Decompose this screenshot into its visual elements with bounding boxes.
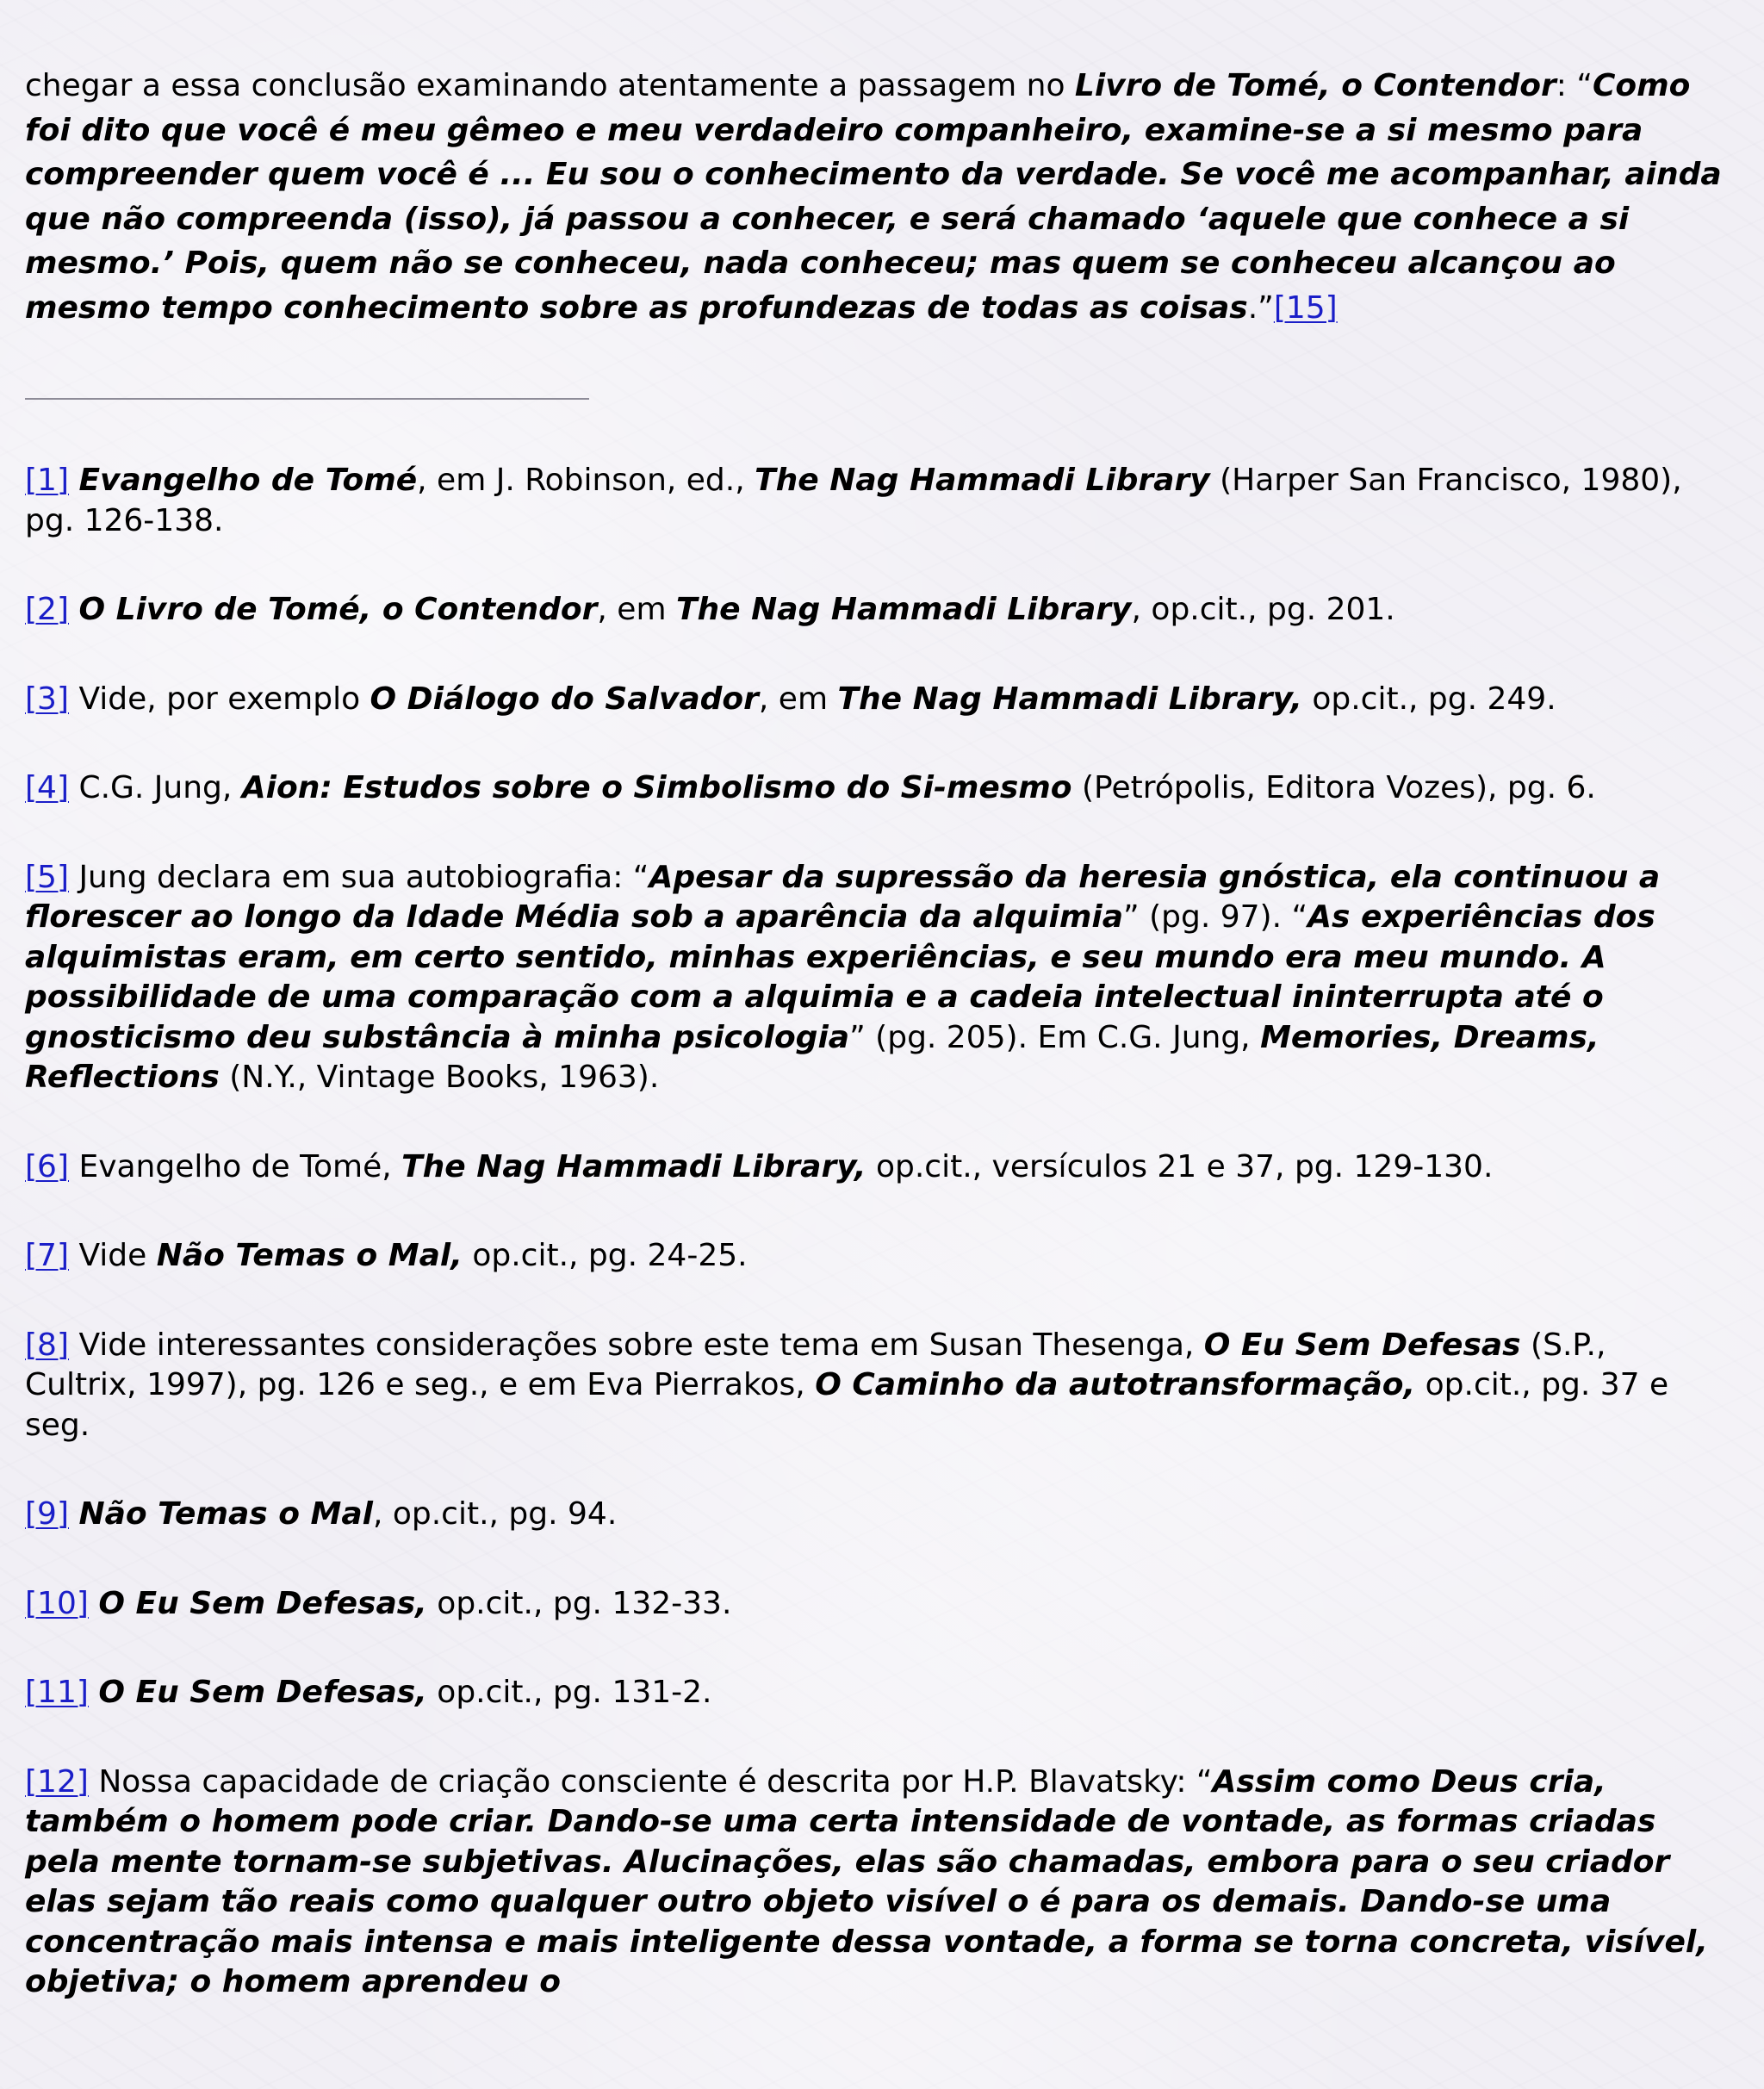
footnote-4 [25, 768, 1726, 809]
footnote-title: Não Temas o Mal [78, 1496, 373, 1532]
footnote-text: Vide interessantes considerações sobre este tema em Susan Thesenga, [69, 1327, 1204, 1363]
intro-quote: Como foi dito que você é meu gêmeo e meu verdadeiro companheiro, examine-se a si mesmo para compreender quem você é ... Eu sou o conhecimento da verdade. Se você me acompanhar, ainda que não compreenda (isso), já passou a conhecer, e será chamado ‘aquele que conhece a si mesmo.’ Pois, quem não se conheceu, nada conheceu; mas quem se conheceu alcançou ao mesmo tempo conhecimento sobre as profundezas de todas as coisas [25, 68, 1722, 326]
footnote-title: O Livro de Tomé, o Contendor [78, 592, 598, 627]
footnote-text: Vide [69, 1238, 157, 1273]
footnote-backlink-2[interactable]: [2] [25, 592, 69, 627]
footnote-title: O Eu Sem Defesas, [98, 1585, 427, 1621]
footnote-text: op.cit., pg. 24-25. [462, 1238, 748, 1273]
footnote-text: , em [758, 681, 838, 717]
footnote-5 [25, 858, 1726, 1098]
footnote-backlink-8[interactable]: [8] [25, 1327, 69, 1363]
footnote-text: Nossa capacidade de criação consciente é descrita por H.P. Blavatsky: “ [88, 1763, 1213, 1800]
footnote-text: (Harper San Francisco, 1980), pg. 126-138. [25, 463, 1682, 538]
footnote-title: Memories, Dreams, Reflections [25, 1019, 1599, 1095]
footnote-title: O Eu Sem Defesas [1203, 1327, 1521, 1363]
footnote-12 [25, 1763, 1726, 2003]
footnote-text: Vide, por exemplo [69, 681, 370, 717]
footnote-title: The Nag Hammadi Library [675, 592, 1132, 627]
footnote-text: (S.P., Cultrix, 1997), pg. 126 e seg., e em Eva Pierrakos, [25, 1327, 1606, 1402]
footnote-text: op.cit., pg. 37 e seg. [25, 1367, 1669, 1443]
footnote-backlink-9[interactable]: [9] [25, 1496, 69, 1532]
footnote-text: , em J. Robinson, ed., [417, 463, 755, 498]
footnote-8 [25, 1326, 1726, 1446]
footnote-7 [25, 1236, 1726, 1277]
footnote-backlink-3[interactable]: [3] [25, 681, 69, 717]
footnote-backlink-5[interactable]: [5] [25, 859, 69, 895]
footnote-10 [25, 1584, 1726, 1625]
footnote-title: Evangelho de Tomé [78, 463, 418, 498]
footnote-backlink-1[interactable]: [1] [25, 463, 69, 498]
footnote-backlink-11[interactable]: [11] [25, 1675, 89, 1710]
footnote-title: The Nag Hammadi Library, [401, 1148, 866, 1184]
intro-text: chegar a essa conclusão examinando atentamente a passagem no [25, 68, 1075, 103]
footnote-9 [25, 1495, 1726, 1535]
footnotes-list [25, 461, 1726, 2052]
footnote-6 [25, 1147, 1726, 1188]
footnote-text: , op.cit., pg. 94. [372, 1496, 618, 1532]
footnote-quote: Assim como Deus cria, também o homem pode criar. Dando-se uma certa intensidade de vontade, as formas criadas pela mente tornam-se subjetivas. Alucinações, elas são chamadas, embora para o seu criador elas sejam tão reais como qualquer outro objeto visível o é para os demais. Dando-se uma concentração mais intensa e mais inteligente dessa vontade, a forma se torna concreta, visível, objetiva; o homem aprendeu o [25, 1763, 1708, 1999]
footnote-text: C.G. Jung, [69, 770, 242, 805]
footnote-text [69, 592, 78, 627]
footnote-text: (Petrópolis, Editora Vozes), pg. 6. [1071, 770, 1596, 805]
footnote-text [69, 463, 78, 498]
footnote-3 [25, 680, 1726, 720]
footnote-backlink-4[interactable]: [4] [25, 770, 69, 805]
footnote-title: The Nag Hammadi Library [755, 463, 1210, 498]
footnote-1 [25, 461, 1726, 541]
footnote-backlink-10[interactable]: [10] [25, 1585, 89, 1621]
footnote-text [69, 1496, 78, 1532]
intro-paragraph [25, 64, 1726, 330]
intro-text: : “ [1556, 68, 1593, 103]
footnote-title: O Diálogo do Salvador [370, 681, 759, 717]
footnote-2 [25, 590, 1726, 631]
footnote-backlink-12[interactable]: [12] [25, 1763, 89, 1800]
footnote-text: op.cit., versículos 21 e 37, pg. 129-130. [866, 1148, 1494, 1184]
footnote-backlink-7[interactable]: [7] [25, 1238, 69, 1273]
footnote-text: Jung declara em sua autobiografia: “ [69, 859, 649, 895]
footnote-11 [25, 1673, 1726, 1713]
footnote-title: O Caminho da autotransformação, [815, 1367, 1416, 1402]
footnote-text: op.cit., pg. 249. [1301, 681, 1556, 717]
footnote-text: op.cit., pg. 131-2. [426, 1675, 712, 1710]
footnotes-divider [25, 398, 589, 400]
footnote-quote: As experiências dos alquimistas eram, em certo sentido, minhas experiências, e seu mundo era meu mundo. A possibilidade de uma comparação com a alquimia e a cadeia intelectual ininterrupta até o gnosticismo deu substância à minha psicologia [25, 899, 1655, 1055]
intro-text: .” [1247, 289, 1274, 326]
footnote-text: op.cit., pg. 132-33. [426, 1585, 732, 1621]
footnote-title: Aion: Estudos sobre o Simbolismo do Si-mesmo [241, 770, 1072, 805]
footnote-title: Não Temas o Mal, [156, 1238, 463, 1273]
footnote-title: The Nag Hammadi Library, [837, 681, 1302, 717]
footnote-text [89, 1586, 98, 1621]
footnote-text: , op.cit., pg. 201. [1131, 592, 1395, 627]
footnote-title: O Eu Sem Defesas, [98, 1675, 427, 1710]
footnote-link-15[interactable]: [15] [1273, 289, 1338, 326]
footnote-backlink-6[interactable]: [6] [25, 1148, 69, 1184]
footnote-text: (N.Y., Vintage Books, 1963). [219, 1060, 660, 1095]
footnote-text: ” (pg. 205). Em C.G. Jung, [849, 1019, 1261, 1055]
footnote-text: , em [597, 592, 676, 627]
intro-title-emphasis: Livro de Tomé, o Contendor [1074, 68, 1556, 103]
footnote-text: ” (pg. 97). “ [1123, 899, 1308, 935]
footnote-quote: Apesar da supressão da heresia gnóstica, ela continuou a florescer ao longo da Idade Média sob a aparência da alquimia [25, 859, 1661, 935]
footnote-text: Evangelho de Tomé, [69, 1148, 402, 1184]
footnote-text [89, 1675, 98, 1710]
